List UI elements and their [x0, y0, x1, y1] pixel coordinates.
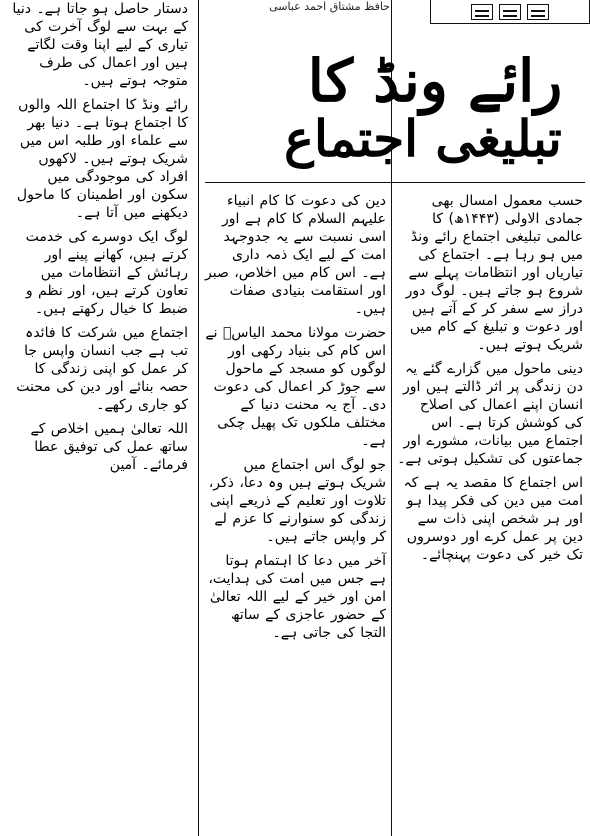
- left-column-paragraph-4: اجتماع میں شرکت کا فائدہ تب ہے جب انسان واپس جا کر عمل کو اپنی زندگی کا حصہ بنائے اور دین کی محنت کو جاری رکھے۔: [16, 325, 188, 413]
- article-column-left: [8, 0, 188, 836]
- decorative-mark-3: [527, 4, 549, 20]
- title-separator: [205, 182, 585, 183]
- decorative-mark-2: [499, 4, 521, 20]
- left-column-paragraph-1: دستار حاصل ہو جاتا ہے۔ دنیا کے بہت سے لوگ آخرت کی تیاری کے لیے اپنا وقت لگاتے ہیں اور اعمال کی طرف متوجہ ہوتے ہیں۔: [12, 1, 188, 89]
- right-column-paragraph-1: حسب معمول امسال بھی جمادی الاولی (۱۴۴۳ھ) کا عالمی تبلیغی اجتماع رائے ونڈ میں ہو رہا ہے۔ اجتماع کی تیاریاں اور انتظامات پہلے سے شروع ہو جاتے ہیں۔ لوگ دور دراز سے سفر کر کے آتے ہیں اور دعوت و تبلیغ کے کام میں شریک ہوتے ہیں۔: [405, 193, 583, 353]
- middle-column-paragraph-4: آخر میں دعا کا اہتمام ہوتا ہے جس میں امت کی ہدایت، امن اور خیر کے لیے اللہ تعالیٰ کے حضور عاجزی کے ساتھ التجا کی جاتی ہے۔: [208, 553, 386, 641]
- article-byline: حافظ مشتاق احمد عباسی: [269, 0, 390, 13]
- article-title: [205, 44, 585, 174]
- decorative-mark-1: [471, 4, 493, 20]
- right-column-paragraph-2: دینی ماحول میں گزارے گئے یہ دن زندگی پر اثر ڈالتے ہیں اور انسان اپنے اعمال کی اصلاح کی کوشش کرتا ہے۔ اس اجتماع میں بیانات، مشورے اور جماعتوں کی تشکیل ہوتی ہے۔: [397, 361, 583, 467]
- top-right-decoration: [430, 0, 590, 24]
- middle-column-paragraph-3: جو لوگ اس اجتماع میں شریک ہوتے ہیں وہ دعا، ذکر، تلاوت اور تعلیم کے ذریعے اپنی زندگی کو سنوارنے کا عزم لے کر واپس جاتے ہیں۔: [208, 457, 386, 545]
- article-title-line-1: رائے ونڈ کا: [307, 47, 563, 115]
- middle-column-paragraph-2: حضرت مولانا محمد الیاسؒ نے اس کام کی بنیاد رکھی اور لوگوں کو مسجد کے ماحول سے جوڑ کر اعمال کی دعوت دی۔ آج یہ محنت دنیا کے مختلف ملکوں تک پھیل چکی ہے۔: [205, 325, 386, 449]
- left-column-paragraph-3: لوگ ایک دوسرے کی خدمت کرتے ہیں، کھانے پینے اور رہائش کے انتظامات میں تعاون کرتے ہیں، اور نظم و ضبط کا خیال رکھتے ہیں۔: [25, 229, 188, 317]
- column-divider-left: [198, 0, 199, 836]
- middle-column-paragraph-1: دین کی دعوت کا کام انبیاء علیہم السلام کا کام ہے اور اسی نسبت سے یہ جدوجہد امت کے لیے ایک ذمہ داری ہے۔ اس کام میں اخلاص، صبر اور استقامت بنیادی صفات ہیں۔: [205, 193, 386, 317]
- right-column-paragraph-3: اس اجتماع کا مقصد یہ ہے کہ امت میں دین کی فکر پیدا ہو اور ہر شخص اپنی ذات سے دین پر عمل کرے اور دوسروں تک خیر کی دعوت پہنچائے۔: [403, 475, 583, 563]
- left-column-paragraph-2: رائے ونڈ کا اجتماع اللہ والوں کا اجتماع ہوتا ہے۔ دنیا بھر سے علماء اور طلبہ اس میں شریک ہوتے ہیں۔ لاکھوں افراد کی موجودگی میں سکون اور اطمینان کا ماحول دیکھنے میں آتا ہے۔: [16, 97, 188, 221]
- left-column-closing: اللہ تعالیٰ ہمیں اخلاص کے ساتھ عمل کی توفیق عطا فرمائے۔ آمین: [30, 421, 188, 473]
- article-column-right: [397, 192, 583, 832]
- article-title-line-2: تبلیغی اجتماع: [284, 109, 562, 168]
- article-column-middle: [204, 192, 386, 832]
